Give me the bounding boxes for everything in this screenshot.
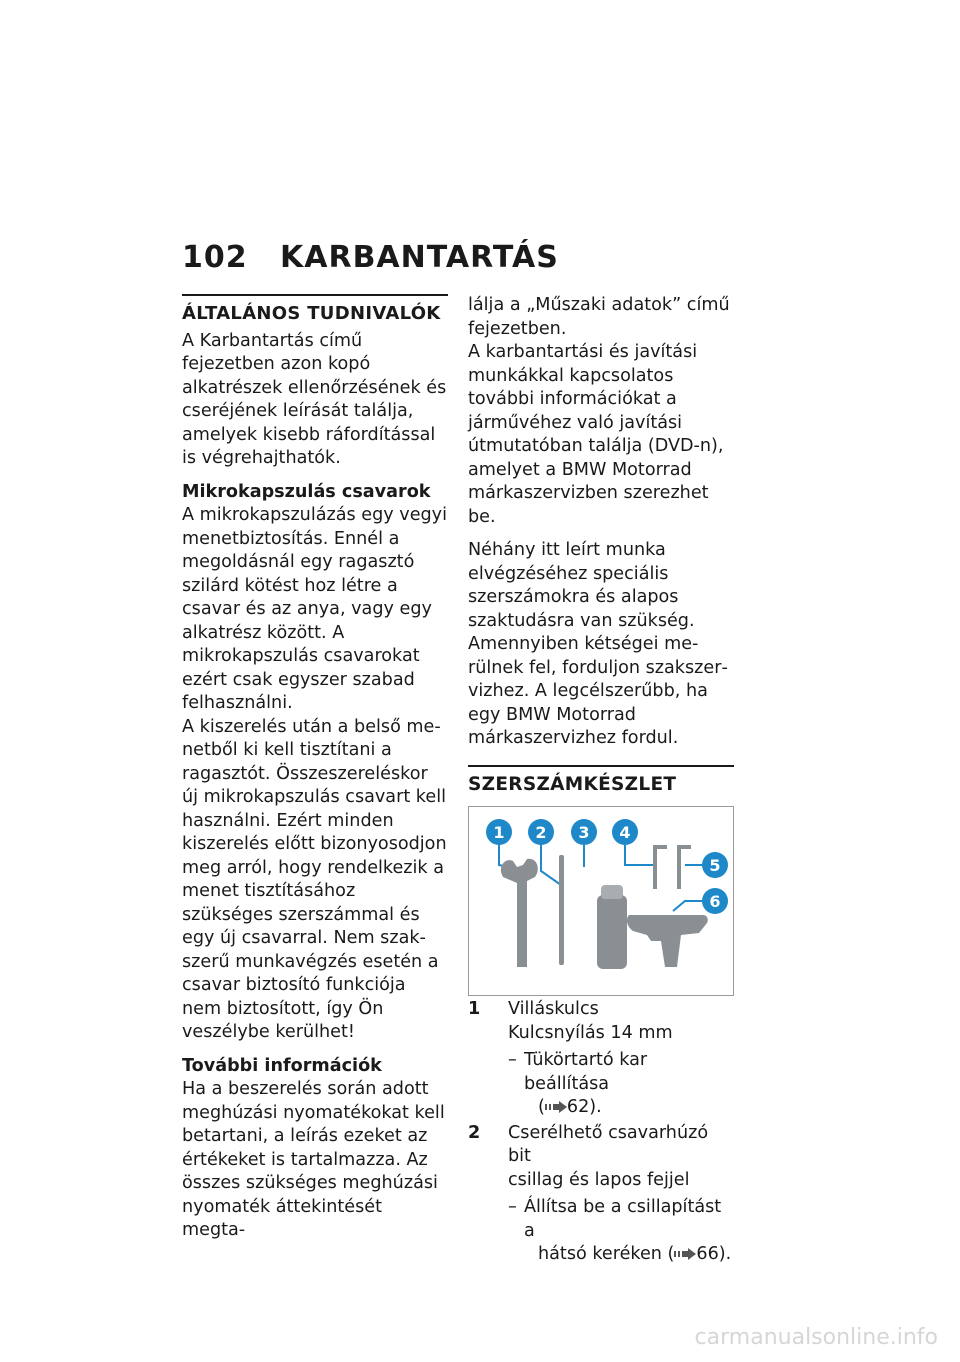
- callout-6: 6: [709, 892, 721, 911]
- leader-4: [625, 845, 653, 865]
- item-number: 1: [468, 999, 481, 1019]
- intro-paragraph: A Karbantartás című fejezetben azon kopó alkatrészek ellenőrzésének és cseréjének leírását találja, amelyek kisebb ráfordítással is végrehajthatók.: [182, 330, 447, 468]
- item-number: 2: [468, 1122, 481, 1143]
- micro-paragraph-2: A kiszerelés után a belső menetből ki kell tisztítani a ragasztót. Összeszereléskor új mikrokapszulás csavart kell használni. Ezért minden kiszerelés előtt bizonyosodjon meg arról, hogy rendelkezik a menet tisztításához szükséges szerszámmal és egy új csavarral. Nem szakszerű munkavégzés esetén a csavar biztosító funkciója nem biztosított, így Ön veszélybe kerülhet!: [182, 716, 447, 1042]
- leader-6: [673, 901, 705, 911]
- callout-1: 1: [493, 823, 505, 842]
- toolkit-figure: [468, 806, 734, 996]
- sub-step: [508, 1049, 734, 1120]
- repair-info-paragraph: A karbantartási és javítási munkákkal kapcsolatos további információkat a járművéhez való javítási útmutatóban találja (DVD-n), amelyet a BMW Motorrad márkaszervizben szerezhet be.: [468, 342, 724, 527]
- page-ref-arrow-icon: [674, 1248, 696, 1260]
- sub-step-text: Tükörtartó kar beállítása: [524, 1050, 648, 1094]
- leader-2: [541, 845, 561, 885]
- continued-paragraph: lálja a „Műszaki adatok” című fejezetben.: [468, 295, 730, 339]
- cross-reference[interactable]: ( 62).: [538, 1097, 602, 1117]
- callout-2: 2: [535, 823, 547, 842]
- dash-bullet: –: [508, 1197, 517, 1217]
- item-detail: Kulcsnyílás 14 mm: [508, 1022, 673, 1043]
- left-column: [182, 294, 448, 1243]
- bit-tool: [559, 855, 564, 965]
- item-title: Villáskulcs: [508, 999, 599, 1019]
- item-detail: csillag és lapos fejjel: [508, 1169, 690, 1190]
- more-info-paragraph: Ha a beszerelés során adott meghúzási nyomatékokat kell betartani, a leírás ezeket az értékeket is tartalmazza. Az összes szükséges meghúzási nyomaték áttekintését megta-: [182, 1079, 445, 1240]
- wrench-tool: [501, 859, 538, 967]
- page-ref-arrow-icon: [545, 1101, 567, 1113]
- sub-step: [508, 1196, 734, 1267]
- cross-reference[interactable]: hátsó keréken ( 66).: [538, 1244, 732, 1264]
- callout-4: 4: [619, 823, 631, 842]
- section-title-toolkit: SZERSZÁMKÉSZLET: [468, 773, 677, 795]
- toolkit-illustration: [469, 807, 733, 995]
- subheading-micro: Mikrokapszulás csavarok: [182, 481, 431, 502]
- plate-tool: [627, 915, 708, 967]
- callout-3: 3: [578, 823, 590, 842]
- page-header: [182, 240, 559, 275]
- micro-paragraph-1: A mikrokapszulázás egy vegyi menetbiztosítás. Ennél a megoldásnál egy ragasztó szilárd kötést hoz létre a csavar és az anya, vagy egy alkatrész között. A mikrokapszulás csavarokat ezért csak egyszer szabad felhasználni.: [182, 505, 447, 713]
- item-title: Cserélhető csavarhúzó bit: [508, 1122, 709, 1166]
- list-item: [468, 998, 734, 1120]
- callout-5: 5: [709, 856, 721, 875]
- section-title-general: ÁLTALÁNOS TUDNIVALÓK: [182, 303, 441, 324]
- list-item: [468, 1122, 734, 1267]
- sub-step-text: Állítsa be a csillapítást a: [524, 1197, 722, 1241]
- right-column: [468, 294, 734, 1267]
- special-tools-paragraph: Néhány itt leírt munka elvégzéséhez speciális szerszámokra és alapos szaktudásra van szükség. Amennyiben kétségei merülnek fel, forduljon szakszervizhez. A legcélszerűbb, ha egy BMW Motorrad márkaszervizhez fordul.: [468, 540, 728, 748]
- hex-keys-tool: [655, 847, 691, 889]
- dash-bullet: –: [508, 1050, 517, 1070]
- handle-tool: [597, 885, 627, 969]
- subheading-more-info: További információk: [182, 1055, 382, 1076]
- page-number: 102: [182, 240, 248, 275]
- watermark: carmanualsonline.info: [694, 1325, 938, 1350]
- chapter-title: KARBANTARTÁS: [280, 240, 559, 275]
